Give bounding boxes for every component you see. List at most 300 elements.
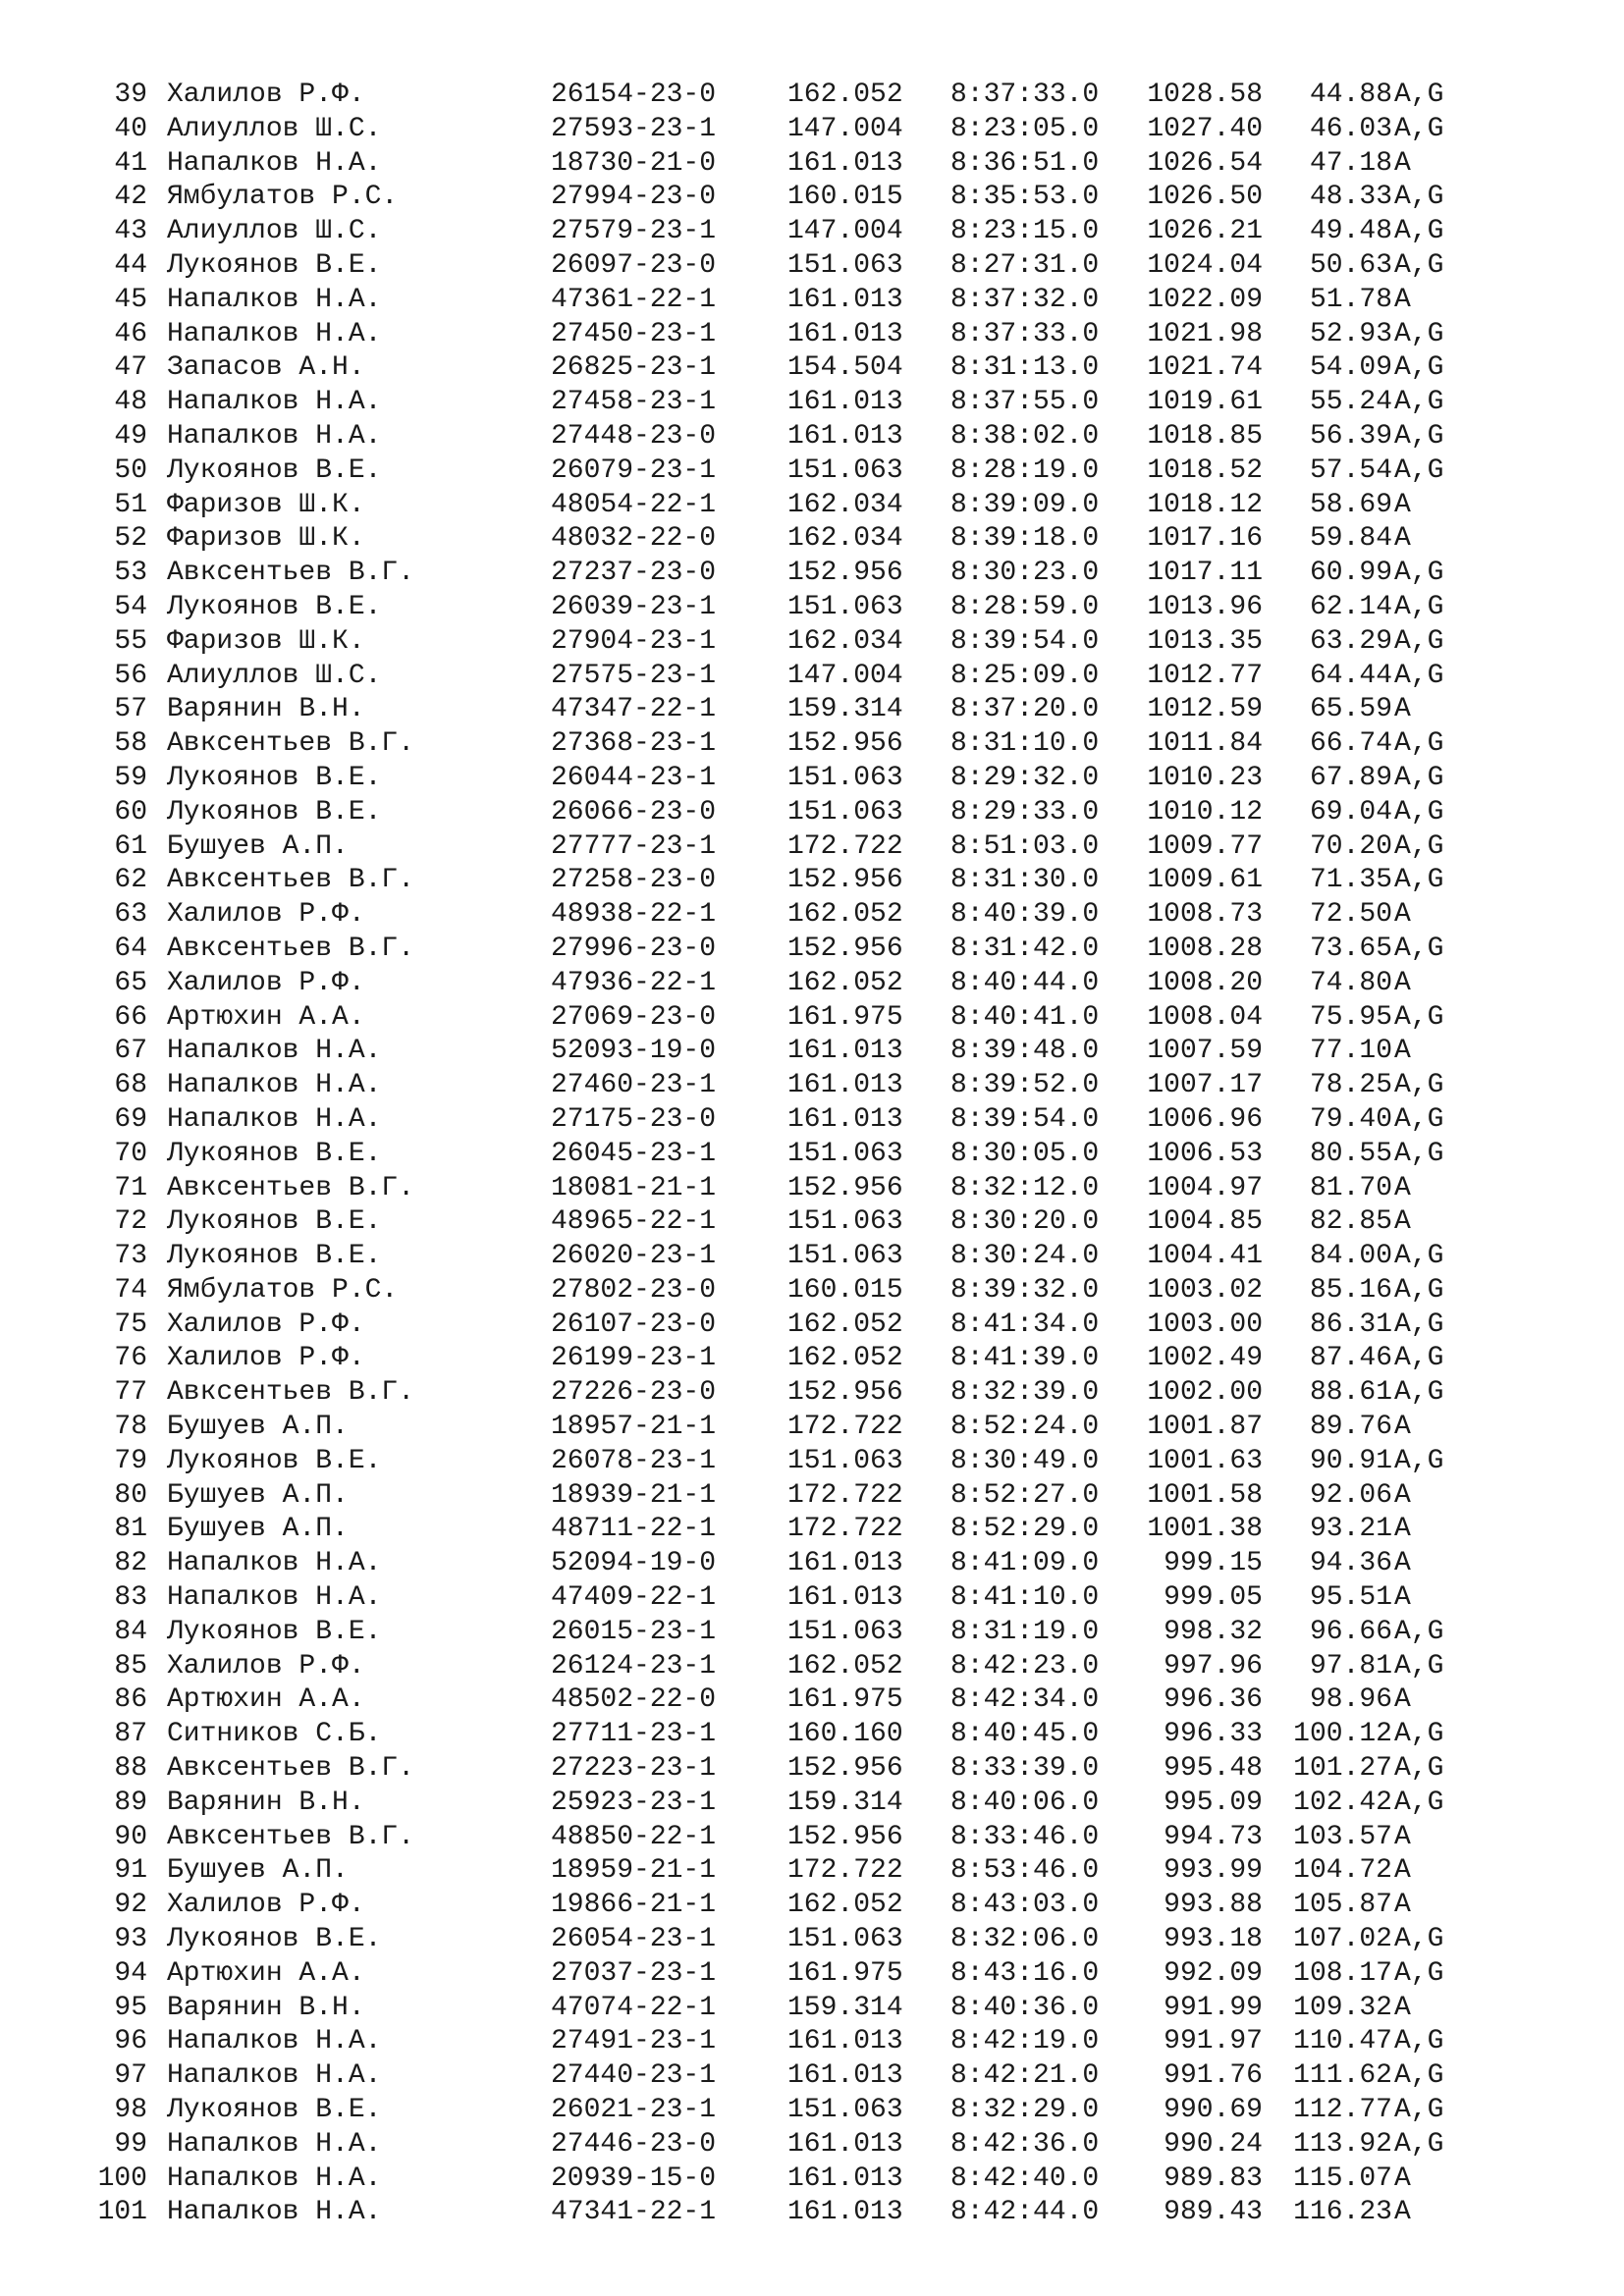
distance-value: 161.013 [787, 1582, 903, 1614]
ring-number: 26097-23-0 [551, 249, 717, 281]
distance-value: 172.722 [787, 1855, 903, 1887]
flags-value: A,G [1394, 1103, 1444, 1135]
distance-value: 161.975 [787, 1001, 903, 1033]
arrival-time: 8:39:52.0 [950, 1070, 1100, 1101]
ring-number: 20939-15-0 [551, 2163, 717, 2194]
arrival-time: 8:30:24.0 [950, 1241, 1100, 1272]
distance-value: 159.314 [787, 694, 903, 725]
ring-number: 27777-23-1 [551, 830, 717, 862]
place-number: 98 [114, 2095, 147, 2126]
flags-value: A,G [1394, 1957, 1444, 1989]
table-row [0, 557, 1624, 591]
distance-value: 151.063 [787, 454, 903, 486]
place-number: 91 [114, 1855, 147, 1887]
speed-value: 1004.97 [1147, 1172, 1263, 1203]
coefficient-value: 56.39 [1309, 420, 1392, 452]
table-row [0, 2128, 1624, 2163]
distance-value: 160.015 [787, 182, 903, 213]
place-number: 61 [114, 830, 147, 862]
place-number: 48 [114, 387, 147, 418]
flags-value: A,G [1394, 1001, 1444, 1033]
fancier-name: Напалков Н.А. [167, 1103, 382, 1135]
speed-value: 991.97 [1164, 2026, 1263, 2057]
table-row [0, 1581, 1624, 1616]
fancier-name: Лукоянов В.Е. [167, 1616, 382, 1647]
flags-value: A [1394, 489, 1411, 520]
fancier-name: Бушуев А.П. [167, 1412, 349, 1443]
ring-number: 26015-23-1 [551, 1616, 717, 1647]
coefficient-value: 104.72 [1293, 1855, 1392, 1887]
distance-value: 147.004 [787, 660, 903, 691]
coefficient-value: 98.96 [1309, 1684, 1392, 1716]
fancier-name: Бушуев А.П. [167, 1479, 349, 1511]
arrival-time: 8:31:42.0 [950, 933, 1100, 964]
speed-value: 996.33 [1164, 1719, 1263, 1750]
distance-value: 162.052 [787, 1343, 903, 1374]
place-number: 63 [114, 899, 147, 931]
coefficient-value: 90.91 [1309, 1445, 1392, 1476]
arrival-time: 8:39:54.0 [950, 625, 1100, 657]
coefficient-value: 71.35 [1309, 865, 1392, 896]
distance-value: 161.975 [787, 1957, 903, 1989]
coefficient-value: 48.33 [1309, 182, 1392, 213]
place-number: 101 [97, 2197, 147, 2228]
flags-value: A,G [1394, 2026, 1444, 2057]
distance-value: 161.013 [787, 2026, 903, 2057]
arrival-time: 8:37:33.0 [950, 80, 1100, 110]
coefficient-value: 82.85 [1309, 1206, 1392, 1238]
ring-number: 27711-23-1 [551, 1719, 717, 1750]
flags-value: A,G [1394, 1650, 1444, 1682]
place-number: 87 [114, 1719, 147, 1750]
distance-value: 161.013 [787, 387, 903, 418]
ring-number: 48711-22-1 [551, 1514, 717, 1545]
flags-value: A [1394, 1890, 1411, 1921]
ring-number: 27237-23-0 [551, 558, 717, 589]
coefficient-value: 97.81 [1309, 1650, 1392, 1682]
ring-number: 18957-21-1 [551, 1412, 717, 1443]
distance-value: 162.034 [787, 625, 903, 657]
place-number: 71 [114, 1172, 147, 1203]
flags-value: A [1394, 1514, 1411, 1545]
distance-value: 172.722 [787, 1412, 903, 1443]
ring-number: 52093-19-0 [551, 1036, 717, 1067]
table-row [0, 1240, 1624, 1274]
speed-value: 997.96 [1164, 1650, 1263, 1682]
arrival-time: 8:23:05.0 [950, 113, 1100, 144]
ring-number: 48850-22-1 [551, 1821, 717, 1852]
coefficient-value: 51.78 [1309, 284, 1392, 315]
speed-value: 1008.20 [1147, 967, 1263, 998]
fancier-name: Артюхин А.А. [167, 1957, 365, 1989]
speed-value: 1022.09 [1147, 284, 1263, 315]
coefficient-value: 47.18 [1309, 147, 1392, 179]
speed-value: 993.18 [1164, 1924, 1263, 1955]
table-row [0, 386, 1624, 420]
fancier-name: Напалков Н.А. [167, 2163, 382, 2194]
table-row [0, 2196, 1624, 2230]
table-row [0, 1035, 1624, 1069]
speed-value: 1001.87 [1147, 1412, 1263, 1443]
distance-value: 151.063 [787, 1206, 903, 1238]
ring-number: 26107-23-0 [551, 1308, 717, 1340]
flags-value: A [1394, 1548, 1411, 1579]
arrival-time: 8:29:33.0 [950, 796, 1100, 828]
distance-value: 151.063 [787, 249, 903, 281]
fancier-name: Напалков Н.А. [167, 147, 382, 179]
distance-value: 161.013 [787, 420, 903, 452]
coefficient-value: 102.42 [1293, 1787, 1392, 1818]
ring-number: 47074-22-1 [551, 1992, 717, 2023]
fancier-name: Ситников С.Б. [167, 1719, 382, 1750]
ring-number: 18081-21-1 [551, 1172, 717, 1203]
fancier-name: Фаризов Ш.К. [167, 489, 365, 520]
arrival-time: 8:35:53.0 [950, 182, 1100, 213]
speed-value: 1003.00 [1147, 1308, 1263, 1340]
ring-number: 52094-19-0 [551, 1548, 717, 1579]
ring-number: 18939-21-1 [551, 1479, 717, 1511]
table-row [0, 1821, 1624, 1855]
coefficient-value: 66.74 [1309, 728, 1392, 760]
arrival-time: 8:39:48.0 [950, 1036, 1100, 1067]
flags-value: A [1394, 1172, 1411, 1203]
coefficient-value: 113.92 [1293, 2128, 1392, 2160]
table-row [0, 1650, 1624, 1684]
coefficient-value: 63.29 [1309, 625, 1392, 657]
table-row [0, 967, 1624, 1001]
coefficient-value: 78.25 [1309, 1070, 1392, 1101]
place-number: 89 [114, 1787, 147, 1818]
distance-value: 151.063 [787, 591, 903, 622]
arrival-time: 8:53:46.0 [950, 1855, 1100, 1887]
arrival-time: 8:41:10.0 [950, 1582, 1100, 1614]
flags-value: A,G [1394, 591, 1444, 622]
distance-value: 162.052 [787, 1890, 903, 1921]
fancier-name: Авксентьев В.Г. [167, 1377, 415, 1409]
flags-value: A [1394, 2197, 1411, 2228]
flags-value: A,G [1394, 1343, 1444, 1374]
coefficient-value: 69.04 [1309, 796, 1392, 828]
fancier-name: Лукоянов В.Е. [167, 796, 382, 828]
distance-value: 151.063 [787, 762, 903, 793]
flags-value: A [1394, 1855, 1411, 1887]
ring-number: 27575-23-1 [551, 660, 717, 691]
speed-value: 1004.41 [1147, 1241, 1263, 1272]
fancier-name: Напалков Н.А. [167, 1548, 382, 1579]
place-number: 42 [114, 182, 147, 213]
ring-number: 26044-23-1 [551, 762, 717, 793]
ring-number: 27579-23-1 [551, 216, 717, 247]
table-row [0, 1683, 1624, 1718]
place-number: 49 [114, 420, 147, 452]
ring-number: 18959-21-1 [551, 1855, 717, 1887]
distance-value: 151.063 [787, 1241, 903, 1272]
ring-number: 47361-22-1 [551, 284, 717, 315]
arrival-time: 8:42:44.0 [950, 2197, 1100, 2228]
fancier-name: Алиуллов Ш.С. [167, 113, 382, 144]
flags-value: A,G [1394, 1445, 1444, 1476]
distance-value: 160.015 [787, 1274, 903, 1306]
place-number: 95 [114, 1992, 147, 2023]
table-row [0, 898, 1624, 933]
coefficient-value: 73.65 [1309, 933, 1392, 964]
place-number: 100 [97, 2163, 147, 2194]
ring-number: 27904-23-1 [551, 625, 717, 657]
ring-number: 25923-23-1 [551, 1787, 717, 1818]
speed-value: 1018.12 [1147, 489, 1263, 520]
table-row [0, 1923, 1624, 1957]
place-number: 80 [114, 1479, 147, 1511]
place-number: 86 [114, 1684, 147, 1716]
flags-value: A,G [1394, 113, 1444, 144]
coefficient-value: 85.16 [1309, 1274, 1392, 1306]
speed-value: 1019.61 [1147, 387, 1263, 418]
flags-value: A,G [1394, 387, 1444, 418]
table-row [0, 796, 1624, 830]
arrival-time: 8:40:36.0 [950, 1992, 1100, 2023]
fancier-name: Авксентьев В.Г. [167, 558, 415, 589]
ring-number: 26020-23-1 [551, 1241, 717, 1272]
arrival-time: 8:41:09.0 [950, 1548, 1100, 1579]
table-row [0, 351, 1624, 386]
flags-value: A,G [1394, 558, 1444, 589]
table-row [0, 2163, 1624, 2197]
speed-value: 1001.63 [1147, 1445, 1263, 1476]
fancier-name: Лукоянов В.Е. [167, 249, 382, 281]
distance-value: 152.956 [787, 1753, 903, 1785]
ring-number: 48502-22-0 [551, 1684, 717, 1716]
arrival-time: 8:40:45.0 [950, 1719, 1100, 1750]
coefficient-value: 105.87 [1293, 1890, 1392, 1921]
distance-value: 159.314 [787, 1787, 903, 1818]
distance-value: 161.013 [787, 2197, 903, 2228]
distance-value: 161.013 [787, 2060, 903, 2092]
speed-value: 995.48 [1164, 1753, 1263, 1785]
ring-number: 19866-21-1 [551, 1890, 717, 1921]
speed-value: 1018.52 [1147, 454, 1263, 486]
place-number: 54 [114, 591, 147, 622]
table-row [0, 1205, 1624, 1240]
table-row [0, 1854, 1624, 1889]
speed-value: 991.76 [1164, 2060, 1263, 2092]
place-number: 77 [114, 1377, 147, 1409]
arrival-time: 8:28:19.0 [950, 454, 1100, 486]
flags-value: A,G [1394, 454, 1444, 486]
coefficient-value: 89.76 [1309, 1412, 1392, 1443]
arrival-time: 8:37:33.0 [950, 318, 1100, 349]
ring-number: 26199-23-1 [551, 1343, 717, 1374]
flags-value: A,G [1394, 216, 1444, 247]
arrival-time: 8:42:34.0 [950, 1684, 1100, 1716]
coefficient-value: 81.70 [1309, 1172, 1392, 1203]
coefficient-value: 62.14 [1309, 591, 1392, 622]
coefficient-value: 107.02 [1293, 1924, 1392, 1955]
place-number: 56 [114, 660, 147, 691]
distance-value: 151.063 [787, 1616, 903, 1647]
flags-value: A,G [1394, 830, 1444, 862]
coefficient-value: 77.10 [1309, 1036, 1392, 1067]
speed-value: 991.99 [1164, 1992, 1263, 2023]
coefficient-value: 94.36 [1309, 1548, 1392, 1579]
table-row [0, 181, 1624, 215]
arrival-time: 8:31:10.0 [950, 728, 1100, 760]
fancier-name: Халилов Р.Ф. [167, 899, 365, 931]
arrival-time: 8:30:49.0 [950, 1445, 1100, 1476]
speed-value: 1013.35 [1147, 625, 1263, 657]
coefficient-value: 58.69 [1309, 489, 1392, 520]
speed-value: 1004.85 [1147, 1206, 1263, 1238]
speed-value: 994.73 [1164, 1821, 1263, 1852]
place-number: 90 [114, 1821, 147, 1852]
table-row [0, 318, 1624, 352]
coefficient-value: 59.84 [1309, 523, 1392, 555]
distance-value: 161.013 [787, 2128, 903, 2160]
fancier-name: Алиуллов Ш.С. [167, 216, 382, 247]
speed-value: 999.05 [1164, 1582, 1263, 1614]
table-row [0, 1001, 1624, 1036]
arrival-time: 8:33:39.0 [950, 1753, 1100, 1785]
ring-number: 27458-23-1 [551, 387, 717, 418]
ring-number: 47409-22-1 [551, 1582, 717, 1614]
place-number: 69 [114, 1103, 147, 1135]
distance-value: 172.722 [787, 830, 903, 862]
fancier-name: Лукоянов В.Е. [167, 1445, 382, 1476]
speed-value: 992.09 [1164, 1957, 1263, 1989]
place-number: 52 [114, 523, 147, 555]
arrival-time: 8:42:19.0 [950, 2026, 1100, 2057]
arrival-time: 8:29:32.0 [950, 762, 1100, 793]
arrival-time: 8:32:39.0 [950, 1377, 1100, 1409]
ring-number: 27802-23-0 [551, 1274, 717, 1306]
speed-value: 1002.49 [1147, 1343, 1263, 1374]
table-row [0, 864, 1624, 898]
speed-value: 1006.53 [1147, 1138, 1263, 1169]
table-row [0, 1513, 1624, 1547]
speed-value: 995.09 [1164, 1787, 1263, 1818]
place-number: 78 [114, 1412, 147, 1443]
table-row [0, 660, 1624, 694]
ring-number: 26825-23-1 [551, 352, 717, 384]
speed-value: 1009.77 [1147, 830, 1263, 862]
fancier-name: Халилов Р.Ф. [167, 967, 365, 998]
ring-number: 26124-23-1 [551, 1650, 717, 1682]
coefficient-value: 96.66 [1309, 1616, 1392, 1647]
coefficient-value: 103.57 [1293, 1821, 1392, 1852]
coefficient-value: 108.17 [1293, 1957, 1392, 1989]
distance-value: 152.956 [787, 1377, 903, 1409]
arrival-time: 8:52:24.0 [950, 1412, 1100, 1443]
distance-value: 152.956 [787, 558, 903, 589]
coefficient-value: 50.63 [1309, 249, 1392, 281]
fancier-name: Напалков Н.А. [167, 318, 382, 349]
table-row [0, 1103, 1624, 1138]
fancier-name: Фаризов Ш.К. [167, 523, 365, 555]
flags-value: A,G [1394, 1308, 1444, 1340]
arrival-time: 8:28:59.0 [950, 591, 1100, 622]
fancier-name: Авксентьев В.Г. [167, 1753, 415, 1785]
speed-value: 1002.00 [1147, 1377, 1263, 1409]
distance-value: 162.052 [787, 967, 903, 998]
place-number: 96 [114, 2026, 147, 2057]
table-row [0, 1479, 1624, 1514]
arrival-time: 8:32:06.0 [950, 1924, 1100, 1955]
arrival-time: 8:37:20.0 [950, 694, 1100, 725]
fancier-name: Напалков Н.А. [167, 2060, 382, 2092]
fancier-name: Авксентьев В.Г. [167, 865, 415, 896]
fancier-name: Лукоянов В.Е. [167, 454, 382, 486]
speed-value: 1017.11 [1147, 558, 1263, 589]
flags-value: A [1394, 1479, 1411, 1511]
flags-value: A,G [1394, 2060, 1444, 2092]
flags-value: A,G [1394, 1241, 1444, 1272]
ring-number: 18730-21-0 [551, 147, 717, 179]
speed-value: 1007.59 [1147, 1036, 1263, 1067]
flags-value: A,G [1394, 660, 1444, 691]
table-row [0, 1718, 1624, 1752]
arrival-time: 8:39:32.0 [950, 1274, 1100, 1306]
flags-value: A [1394, 1684, 1411, 1716]
arrival-time: 8:42:40.0 [950, 2163, 1100, 2194]
arrival-time: 8:40:44.0 [950, 967, 1100, 998]
coefficient-value: 64.44 [1309, 660, 1392, 691]
table-row [0, 1411, 1624, 1445]
ring-number: 48054-22-1 [551, 489, 717, 520]
fancier-name: Напалков Н.А. [167, 387, 382, 418]
coefficient-value: 93.21 [1309, 1514, 1392, 1545]
fancier-name: Лукоянов В.Е. [167, 1206, 382, 1238]
flags-value: A,G [1394, 762, 1444, 793]
fancier-name: Бушуев А.П. [167, 1514, 349, 1545]
ring-number: 27450-23-1 [551, 318, 717, 349]
ring-number: 47347-22-1 [551, 694, 717, 725]
speed-value: 990.24 [1164, 2128, 1263, 2160]
place-number: 43 [114, 216, 147, 247]
fancier-name: Авксентьев В.Г. [167, 728, 415, 760]
flags-value: A,G [1394, 182, 1444, 213]
speed-value: 1011.84 [1147, 728, 1263, 760]
fancier-name: Напалков Н.А. [167, 2026, 382, 2057]
coefficient-value: 55.24 [1309, 387, 1392, 418]
arrival-time: 8:23:15.0 [950, 216, 1100, 247]
flags-value: A,G [1394, 352, 1444, 384]
table-row [0, 1172, 1624, 1206]
arrival-time: 8:51:03.0 [950, 830, 1100, 862]
table-row [0, 1342, 1624, 1376]
ring-number: 26078-23-1 [551, 1445, 717, 1476]
flags-value: A,G [1394, 728, 1444, 760]
place-number: 68 [114, 1070, 147, 1101]
speed-value: 1026.50 [1147, 182, 1263, 213]
table-row [0, 1752, 1624, 1787]
flags-value: A [1394, 1582, 1411, 1614]
flags-value: A,G [1394, 249, 1444, 281]
ring-number: 26066-23-0 [551, 796, 717, 828]
place-number: 64 [114, 933, 147, 964]
place-number: 51 [114, 489, 147, 520]
place-number: 70 [114, 1138, 147, 1169]
speed-value: 1008.04 [1147, 1001, 1263, 1033]
table-row [0, 830, 1624, 865]
flags-value: A,G [1394, 1616, 1444, 1647]
table-row [0, 284, 1624, 318]
flags-value: A [1394, 523, 1411, 555]
place-number: 81 [114, 1514, 147, 1545]
ring-number: 27491-23-1 [551, 2026, 717, 2057]
arrival-time: 8:25:09.0 [950, 660, 1100, 691]
coefficient-value: 49.48 [1309, 216, 1392, 247]
arrival-time: 8:30:23.0 [950, 558, 1100, 589]
fancier-name: Лукоянов В.Е. [167, 762, 382, 793]
